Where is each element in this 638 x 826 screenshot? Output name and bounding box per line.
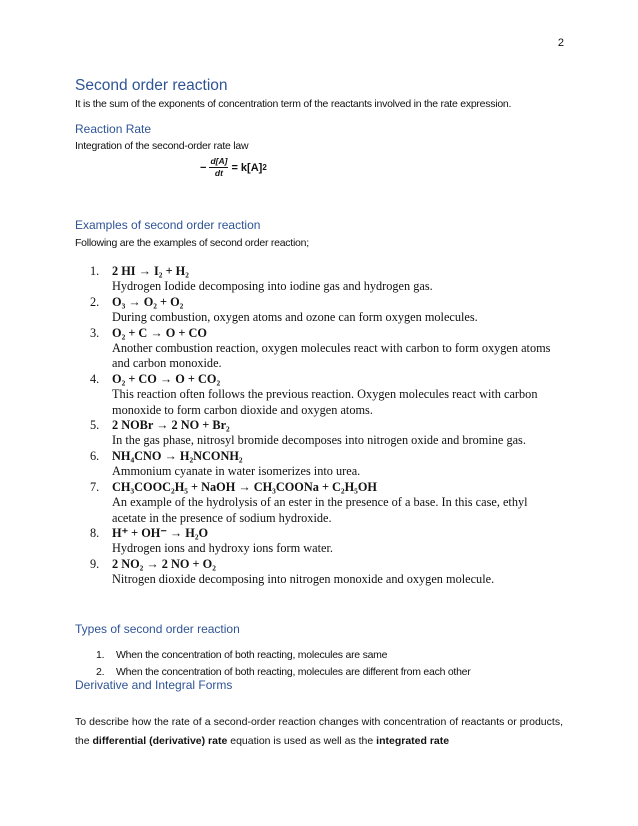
example-body [112, 264, 560, 295]
example-body [112, 449, 560, 480]
example-equation: H⁺ + OH⁻ → H₂O [112, 525, 209, 540]
example-number: 1. [90, 264, 100, 278]
example-equation: O₂ + CO → O + CO₂ [112, 371, 221, 386]
example-description: Nitrogen dioxide decomposing into nitrogen monoxide and oxygen molecule. [112, 572, 495, 587]
example-description: In the gas phase, nitrosyl bromide decomposes into nitrogen oxide and bromine gas. [112, 433, 526, 448]
example-number: 4. [90, 371, 100, 386]
example-item [90, 264, 560, 295]
formula-rhs: = k[A] [231, 161, 263, 174]
formula-exponent: 2 [262, 163, 267, 172]
type-number: 1. [96, 649, 105, 661]
example-equation: CH₃COOC₂H₅ + NaOH → CH₃COONa + C₂H₅OH [112, 479, 377, 494]
derivative-bold-2: integrated rate [376, 735, 450, 747]
examples-list [90, 264, 560, 588]
example-number: 5. [90, 418, 100, 433]
page-title: Second order reaction [75, 77, 228, 94]
example-body [112, 526, 560, 557]
example-body [112, 418, 560, 449]
reaction-rate-text: Integration of the second-order rate law [75, 140, 249, 152]
page-number: 2 [557, 37, 564, 49]
example-equation: 2 HI → I₂ + H₂ [112, 264, 189, 278]
example-item [90, 449, 560, 480]
example-equation: O₃ → O₂ + O₂ [112, 294, 184, 309]
intro-text: It is the sum of the exponents of concentration term of the reactants involved in the rate expression. [75, 98, 512, 110]
example-equation: 2 NOBr → 2 NO + Br₂ [112, 418, 230, 433]
example-item [90, 480, 560, 526]
formula-fraction [209, 156, 228, 179]
example-description: This reaction often follows the previous reaction. Oxygen molecules react with carbon monoxide to form carbon dioxide and oxygen atoms. [112, 387, 538, 417]
example-item [90, 557, 560, 588]
example-number: 7. [90, 479, 100, 494]
reaction-rate-heading: Reaction Rate [75, 122, 152, 136]
example-equation: NH₄CNO → H₂NCONH₂ [112, 448, 243, 463]
formula-minus: − [200, 161, 207, 174]
examples-heading: Examples of second order reaction [75, 218, 261, 232]
rate-law-formula [200, 156, 267, 179]
example-body [112, 557, 560, 588]
example-number: 9. [90, 556, 100, 571]
example-item [90, 372, 560, 418]
example-item [90, 295, 560, 326]
example-body [112, 372, 560, 418]
derivative-text-1: To describe how the rate of a second-order reaction changes with concentration of reactants or products, the [75, 716, 563, 747]
example-equation: 2 NO₂ → 2 NO + O₂ [112, 556, 216, 571]
types-heading: Types of second order reaction [75, 622, 240, 636]
type-number: 2. [96, 666, 105, 678]
type-text: When the concentration of both reacting, molecules are same [116, 649, 388, 661]
derivative-text-2: equation is used as well as the [227, 735, 377, 747]
example-description: An example of the hydrolysis of an ester in the presence of a base. In this case, ethyl acetate in the presence of sodium hydroxide. [112, 495, 528, 525]
example-body [112, 326, 560, 372]
example-description: Another combustion reaction, oxygen molecules react with carbon to form oxygen atoms and carbon monoxide. [112, 341, 551, 371]
type-text: When the concentration of both reacting, molecules are different from each other [116, 666, 471, 678]
example-number: 3. [90, 325, 100, 340]
example-description: Ammonium cyanate in water isomerizes into urea. [112, 464, 361, 479]
examples-intro: Following are the examples of second order reaction; [75, 237, 309, 249]
example-item [90, 326, 560, 372]
example-item [90, 526, 560, 557]
example-number: 8. [90, 525, 100, 540]
example-description: During combustion, oxygen atoms and ozone can form oxygen molecules. [112, 310, 478, 325]
example-description: Hydrogen ions and hydroxy ions form water. [112, 541, 333, 556]
example-body [112, 480, 560, 526]
example-number: 6. [90, 448, 100, 463]
derivative-heading: Derivative and Integral Forms [75, 678, 233, 692]
example-item [90, 418, 560, 449]
derivative-paragraph [75, 713, 563, 751]
type-item [96, 647, 471, 664]
example-description: Hydrogen Iodide decomposing into iodine gas and hydrogen gas. [112, 279, 433, 294]
derivative-bold-1: differential (derivative) rate [92, 735, 228, 747]
example-body [112, 295, 560, 326]
formula-numerator: d[A] [210, 156, 228, 166]
example-number: 2. [90, 294, 100, 309]
example-equation: O₂ + C → O + CO [112, 325, 207, 340]
formula-denominator: dt [214, 168, 223, 178]
types-list [96, 647, 471, 681]
